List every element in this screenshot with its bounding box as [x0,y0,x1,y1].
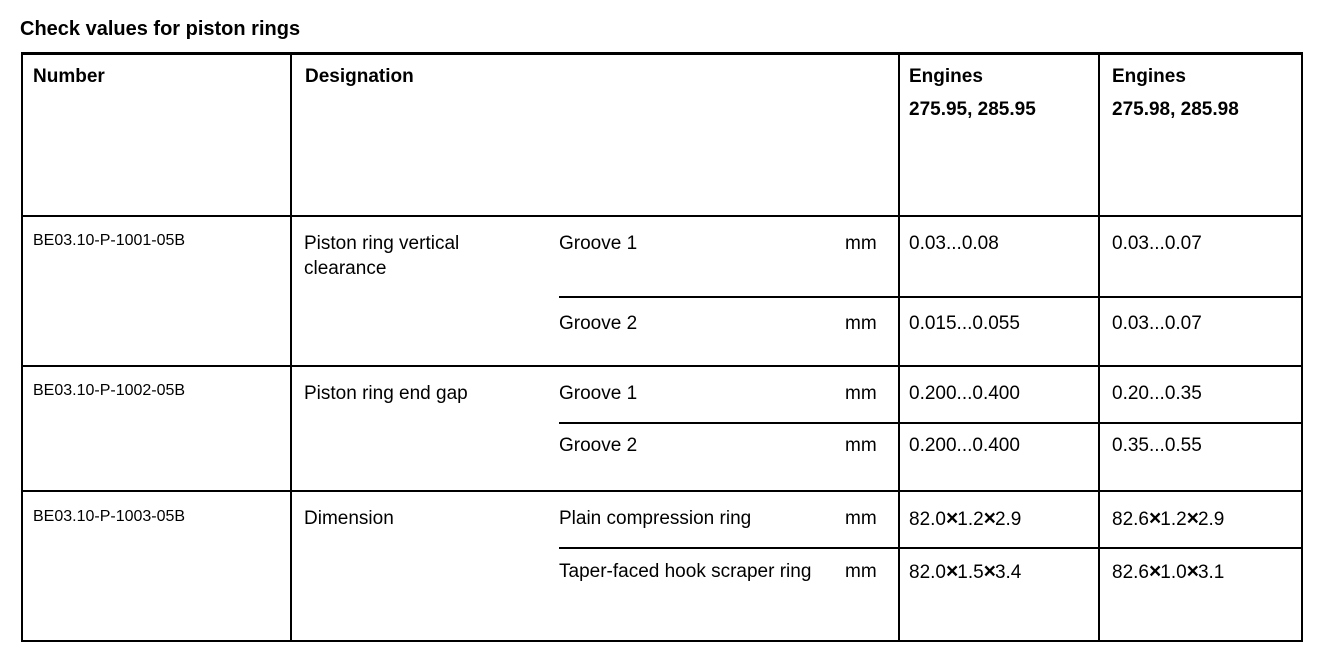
unit: mm [845,383,877,404]
unit: mm [845,233,877,254]
column-divider [290,52,292,642]
dimension-width: 2.9 [1197,509,1225,530]
times-icon: × [983,560,995,583]
times-icon: × [983,507,995,530]
column-divider [898,52,900,642]
row-divider [21,365,1303,367]
unit: mm [845,435,877,456]
value-engines-b: 0.35...0.55 [1112,435,1202,456]
times-icon: × [1186,507,1198,530]
sub-label: Groove 2 [559,313,638,334]
row-number: BE03.10-P-1002-05B [33,382,186,399]
sub-label: Taper-faced hook scraper ring [559,561,812,582]
row-designation: Piston ring vertical clearance [304,233,460,279]
sub-label: Groove 1 [559,383,638,404]
row-divider [559,296,1303,298]
dimension-diameter: 82.6 [1112,562,1149,583]
dimension-diameter: 82.0 [909,509,946,530]
header-engines-b [1112,60,1239,126]
row-divider [559,547,1303,549]
page-title: Check values for piston rings [20,18,301,40]
header-engines-a [909,60,1036,126]
dimension-height: 1.0 [1160,562,1187,583]
header-designation: Designation [305,66,414,87]
row-number: BE03.10-P-1003-05B [33,508,186,525]
row-divider [21,215,1303,217]
row-divider [21,490,1303,492]
header-engines-a-label: Engines [909,66,983,87]
value-engines-b [1112,559,1224,585]
value-engines-b: 0.03...0.07 [1112,233,1202,254]
times-icon: × [1148,507,1161,530]
dimension-width: 2.9 [994,509,1022,530]
dimension-diameter: 82.0 [909,562,946,583]
dimension-width: 3.1 [1197,562,1225,583]
check-values-table [21,52,1303,642]
dimension-height: 1.5 [957,562,984,583]
value-engines-a: 0.015...0.055 [909,313,1020,334]
times-icon: × [1148,560,1161,583]
sub-label: Plain compression ring [559,508,752,529]
value-engines-a [909,506,1021,532]
value-engines-a: 0.200...0.400 [909,383,1020,404]
header-engines-b-label: Engines [1112,66,1186,87]
sub-label: Groove 2 [559,435,638,456]
times-icon: × [1186,560,1198,583]
row-designation: Dimension [304,508,394,529]
value-engines-b: 0.20...0.35 [1112,383,1202,404]
value-engines-a [909,559,1021,585]
times-icon: × [945,507,958,530]
column-divider [1098,52,1100,642]
unit: mm [845,313,877,334]
table-frame [21,52,1303,642]
dimension-width: 3.4 [994,562,1022,583]
row-number: BE03.10-P-1001-05B [33,232,186,249]
value-engines-a: 0.200...0.400 [909,435,1020,456]
header-number: Number [33,66,105,87]
sub-label: Groove 1 [559,233,638,254]
times-icon: × [945,560,958,583]
header-engines-b-models: 275.98, 285.98 [1112,99,1239,120]
unit: mm [845,561,877,582]
row-designation: Piston ring end gap [304,383,468,404]
dimension-height: 1.2 [1160,509,1187,530]
header-engines-a-models: 275.95, 285.95 [909,99,1036,120]
value-engines-b [1112,506,1224,532]
dimension-diameter: 82.6 [1112,509,1149,530]
value-engines-a: 0.03...0.08 [909,233,999,254]
row-divider [559,422,1303,424]
value-engines-b: 0.03...0.07 [1112,313,1202,334]
dimension-height: 1.2 [957,509,984,530]
unit: mm [845,508,877,529]
